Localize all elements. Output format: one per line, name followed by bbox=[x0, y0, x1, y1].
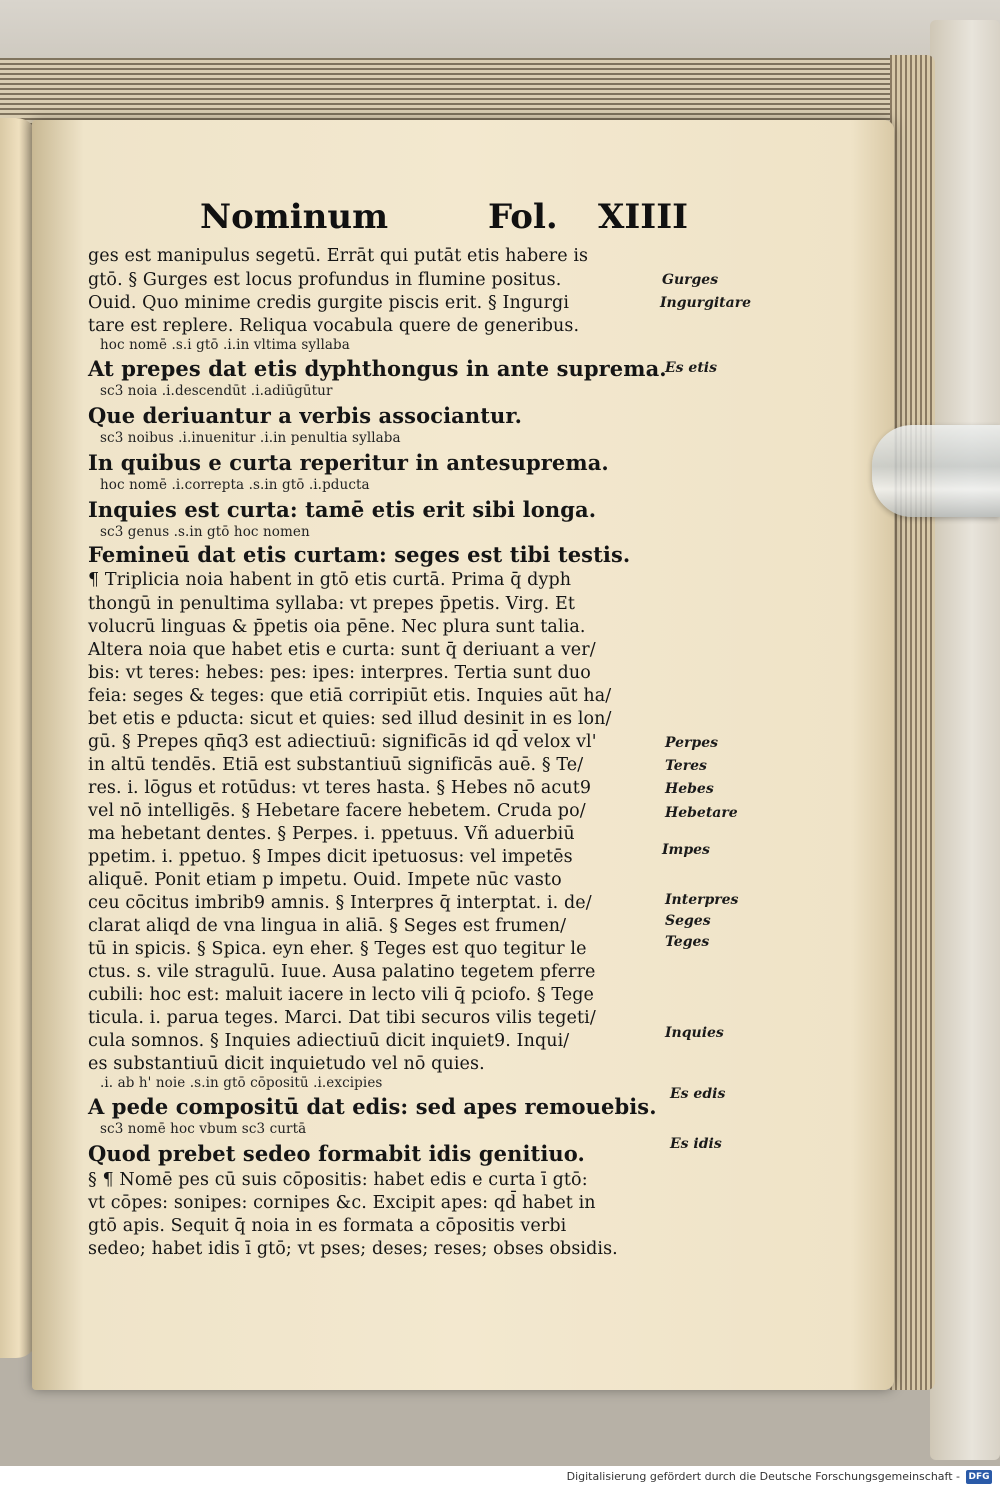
margin-note: Es edis bbox=[670, 1086, 726, 1102]
commentary-line: ¶ Triplicia noia habent in gtō etis curtā. Prima q̄ dyph bbox=[88, 570, 572, 590]
commentary-line: vel nō intelligēs. § Hebetare facere hebetem. Cruda po/ bbox=[88, 801, 586, 821]
commentary-line: ma hebetant dentes. § Perpes. i. ppetuus. Vñ aduerbiū bbox=[88, 824, 575, 844]
commentary-line: Altera noia que habet etis e curta: sunt q̄ deriuant a ver/ bbox=[88, 640, 596, 660]
margin-note: Seges bbox=[665, 913, 711, 929]
margin-note: Teges bbox=[665, 934, 710, 950]
commentary-line: gtō apis. Sequit q̄ noia in es formata a cōpositis verbi bbox=[88, 1216, 567, 1236]
verse-line: Inquies est curta: tamē etis erit sibi longa. bbox=[88, 497, 597, 522]
commentary-line: tū in spicis. § Spica. eyn eher. § Teges est quo tegitur le bbox=[88, 939, 587, 959]
footer-credit: Digitalisierung gefördert durch die Deutsche Forschungsgemeinschaft - bbox=[566, 1470, 960, 1483]
commentary-line: ctus. s. vile stragulū. Iuue. Ausa palatino tegetem pferre bbox=[88, 962, 596, 982]
commentary-line: in altū tendēs. Etiā est substantiuū significās auē. § Te/ bbox=[88, 755, 584, 775]
commentary-line: clarat aliqd de vna lingua in aliā. § Seges est frumen/ bbox=[88, 916, 567, 936]
commentary-line: aliquē. Ponit etiam p impetu. Ouid. Impete nūc vasto bbox=[88, 870, 562, 890]
commentary-line: Ouid. Quo minime credis gurgite piscis erit. § Ingurgi bbox=[88, 293, 570, 313]
page-clip bbox=[872, 425, 1000, 517]
margin-note: Es idis bbox=[670, 1136, 722, 1152]
commentary-line: ppetim. i. ppetuo. § Impes dicit ipetuosus: vel impetēs bbox=[88, 847, 573, 867]
margin-note: Impes bbox=[662, 842, 710, 858]
margin-note: Teres bbox=[665, 758, 707, 774]
commentary-line: ceu cōcitus imbrib9 amnis. § Interpres q̄ interptat. i. de/ bbox=[88, 893, 592, 913]
commentary-line: § ¶ Nomē pes cū suis cōpositis: habet edis e curta ī gtō: bbox=[88, 1170, 588, 1190]
page-edges-top bbox=[0, 58, 930, 128]
interlinear-gloss: sc3 nomē hoc vbum sc3 curtā bbox=[100, 1121, 307, 1137]
commentary-line: cubili: hoc est: maluit iacere in lecto vili q̄ pciofo. § Tege bbox=[88, 985, 595, 1005]
book-cover bbox=[930, 20, 1000, 1460]
verse-line: In quibus e curta reperitur in antesuprema. bbox=[88, 450, 609, 475]
commentary-line: ticula. i. parua teges. Marci. Dat tibi securos vilis tegeti/ bbox=[88, 1008, 596, 1028]
dfg-logo: DFG bbox=[966, 1470, 992, 1484]
margin-note: Interpres bbox=[665, 892, 739, 908]
interlinear-gloss: hoc nomē .s.i gtō .i.in vltima syllaba bbox=[100, 337, 350, 353]
commentary-line: ges est manipulus segetū. Errāt qui putāt etis habere is bbox=[88, 246, 589, 266]
commentary-line: cula somnos. § Inquies adiectiuū dicit inquiet9. Inqui/ bbox=[88, 1031, 570, 1051]
margin-note: Perpes bbox=[665, 735, 719, 751]
commentary-line: es substantiuū dicit inquietudo vel nō quies. bbox=[88, 1054, 485, 1074]
verse-line: Femineū dat etis curtam: seges est tibi testis. bbox=[88, 542, 631, 567]
interlinear-gloss: hoc nomē .i.correpta .s.in gtō .i.pducta bbox=[100, 477, 370, 493]
commentary-line: bis: vt teres: hebes: pes: ipes: interpres. Tertia sunt duo bbox=[88, 663, 591, 683]
commentary-line: feia: seges & teges: que etiā corripiūt etis. Inquies aūt ha/ bbox=[88, 686, 612, 706]
margin-note: Inquies bbox=[665, 1025, 724, 1041]
commentary-line: vt cōpes: sonipes: cornipes &c. Excipit apes: qd̄ habet in bbox=[88, 1193, 596, 1213]
footer bbox=[0, 1466, 1000, 1488]
commentary-line: volucrū linguas & p̄petis oia pēne. Nec plura sunt talia. bbox=[88, 617, 586, 637]
interlinear-gloss: .i. ab h' noie .s.in gtō cōpositū .i.excipies bbox=[100, 1075, 383, 1091]
commentary-line: gtō. § Gurges est locus profundus in flumine positus. bbox=[88, 270, 562, 290]
margin-note: Gurges bbox=[662, 272, 719, 288]
margin-note: Es etis bbox=[665, 360, 718, 376]
commentary-line: thongū in penultima syllaba: vt prepes p̄petis. Virg. Et bbox=[88, 594, 576, 614]
verse-line: At prepes dat etis dyphthongus in ante suprema. bbox=[88, 356, 667, 381]
verse-line: Quod prebet sedeo formabit idis genitiuo. bbox=[88, 1141, 585, 1166]
running-head-folio-number: XIIII bbox=[598, 197, 688, 237]
interlinear-gloss: sc3 noibus .i.inuenitur .i.in penultia syllaba bbox=[100, 430, 401, 446]
commentary-line: res. i. lōgus et rotūdus: vt teres hasta. § Hebes nō acut9 bbox=[88, 778, 592, 798]
verse-line: Que deriuantur a verbis associantur. bbox=[88, 403, 523, 428]
margin-note: Ingurgitare bbox=[660, 295, 751, 311]
commentary-line: gū. § Prepes qn̄q3 est adiectiuū: significās id qd̄ velox vl' bbox=[88, 732, 597, 752]
page-edges bbox=[890, 55, 935, 1390]
interlinear-gloss: sc3 noia .i.descendūt .i.adiūgūtur bbox=[100, 383, 333, 399]
commentary-line: tare est replere. Reliqua vocabula quere de generibus. bbox=[88, 316, 580, 336]
commentary-line: bet etis e pducta: sicut et quies: sed illud desinit in es lon/ bbox=[88, 709, 612, 729]
margin-note: Hebes bbox=[665, 781, 714, 797]
running-head-folio-label: Fol. bbox=[488, 197, 558, 237]
interlinear-gloss: sc3 genus .s.in gtō hoc nomen bbox=[100, 524, 310, 540]
running-head-title: Nominum bbox=[200, 197, 389, 237]
commentary-line: sedeo; habet idis ī gtō; vt pses; deses; reses; obses obsidis. bbox=[88, 1239, 618, 1259]
verse-line: A pede compositū dat edis: sed apes remouebis. bbox=[88, 1094, 657, 1119]
margin-note: Hebetare bbox=[665, 805, 738, 821]
